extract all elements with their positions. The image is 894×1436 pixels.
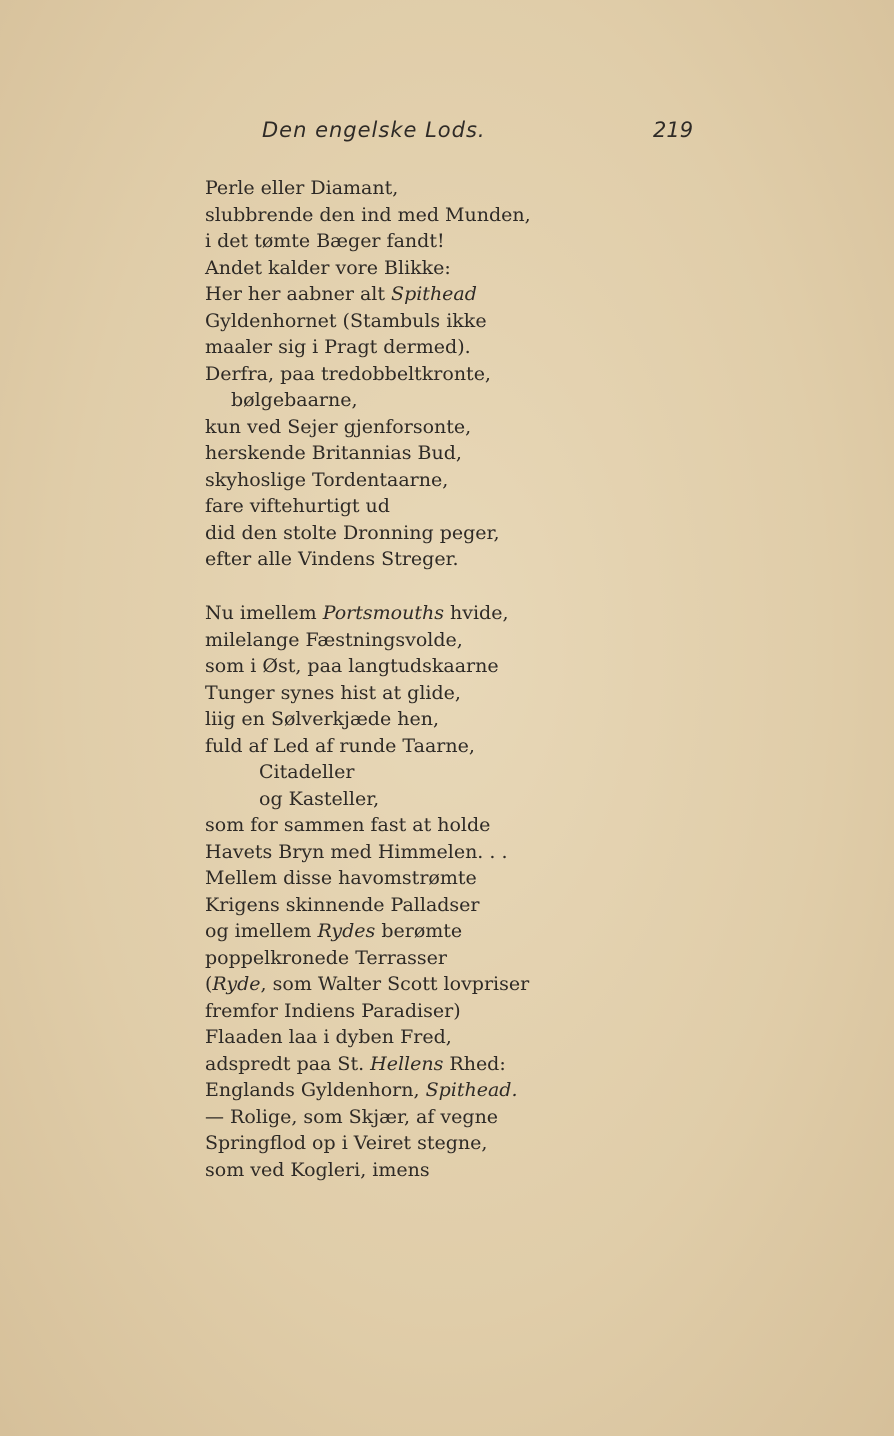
poem-line bbox=[205, 334, 531, 361]
poem-line bbox=[205, 1157, 529, 1184]
poem-line bbox=[205, 175, 531, 202]
poem-line-text: — Rolige, som Skjær, af vegne bbox=[205, 1105, 499, 1128]
poem-line-text: fare viftehurtigt ud bbox=[205, 495, 390, 517]
poem-line-text: Mellem disse havomstrømte bbox=[205, 867, 477, 889]
poem-line-text: herskende Britannias Bud, bbox=[205, 442, 462, 464]
poem-line bbox=[205, 1024, 529, 1051]
poem-line bbox=[205, 414, 531, 441]
poem-line bbox=[205, 839, 529, 866]
poem-line-text: Rhed: bbox=[443, 1052, 506, 1075]
poem-line-italic: Portsmouths bbox=[322, 602, 444, 624]
poem-line-text: efter alle Vindens Streger. bbox=[205, 548, 459, 570]
poem-line bbox=[205, 228, 531, 255]
poem-line-italic: Ryde bbox=[212, 973, 261, 995]
poem-line-italic: Spithead bbox=[391, 283, 477, 305]
poem-line-text: poppelkronede Terrasser bbox=[205, 946, 447, 969]
poem-line bbox=[205, 387, 531, 414]
poem-line bbox=[205, 281, 531, 308]
poem-line-text: Gyldenhornet (Stambuls ikke bbox=[205, 309, 487, 332]
page-number: 219 bbox=[653, 118, 694, 142]
poem-line-text: og Kasteller, bbox=[259, 787, 380, 810]
poem-line bbox=[205, 1104, 529, 1131]
poem-line bbox=[205, 440, 531, 467]
poem-line bbox=[205, 892, 529, 919]
poem-line-text: adspredt paa St. bbox=[205, 1052, 371, 1075]
poem-line-text: slubbrende den ind med Munden, bbox=[205, 203, 531, 226]
poem-line bbox=[205, 945, 529, 972]
poem-line bbox=[205, 1051, 529, 1078]
poem-line-text: fremfor Indiens Paradiser) bbox=[205, 999, 461, 1022]
poem-line-text: Krigens skinnende Palladser bbox=[205, 893, 480, 916]
poem-line bbox=[205, 759, 529, 786]
poem-line bbox=[205, 680, 529, 707]
poem-line bbox=[205, 1130, 529, 1157]
poem-line bbox=[205, 361, 531, 388]
poem-line-text: Citadeller bbox=[259, 761, 355, 783]
poem-line-text: som ved Kogleri, imens bbox=[205, 1158, 430, 1181]
poem-line-text: ( bbox=[205, 973, 213, 995]
poem-line-text: Springflod op i Veiret stegne, bbox=[205, 1132, 488, 1154]
poem-line bbox=[205, 653, 529, 680]
poem-line-text: maaler sig i Pragt dermed). bbox=[205, 336, 471, 358]
poem-line bbox=[205, 627, 529, 654]
poem-line-text: skyhoslige Tordentaarne, bbox=[205, 468, 449, 491]
poem-line-text: Havets Bryn med Himmelen. . . bbox=[205, 840, 508, 863]
poem-line-text: Tunger synes hist at glide, bbox=[205, 681, 461, 704]
poem-line-text: did den stolte Dronning peger, bbox=[205, 521, 500, 544]
stanza-1 bbox=[205, 175, 531, 573]
poem-line bbox=[205, 600, 529, 627]
poem-line bbox=[205, 733, 529, 760]
running-title: Den engelske Lods. bbox=[262, 118, 486, 142]
poem-line-text: Englands Gyldenhorn, bbox=[205, 1079, 426, 1101]
poem-line bbox=[205, 467, 531, 494]
poem-line bbox=[205, 918, 529, 945]
poem-line-text: Derfra, paa tredobbeltkronte, bbox=[205, 362, 491, 385]
poem-line bbox=[205, 546, 531, 573]
poem-line-text: som i Øst, paa langtudskaarne bbox=[205, 655, 499, 677]
poem-line bbox=[205, 520, 531, 547]
poem-line-text: som for sammen fast at holde bbox=[205, 814, 491, 836]
poem-line bbox=[205, 308, 531, 335]
poem-line-text: og imellem bbox=[205, 920, 318, 942]
poem-line-text: Andet kalder vore Blikke: bbox=[205, 256, 451, 279]
poem-line-text: milelange Fæstningsvolde, bbox=[205, 628, 463, 651]
poem-line bbox=[205, 812, 529, 839]
poem-line-italic: Spithead. bbox=[425, 1079, 518, 1101]
poem-line-text: bølgebaarne, bbox=[231, 389, 358, 411]
poem-line bbox=[205, 255, 531, 282]
poem-line bbox=[205, 786, 529, 813]
poem-line bbox=[205, 493, 531, 520]
poem-line-italic: Rydes bbox=[317, 920, 376, 942]
poem-line bbox=[205, 998, 529, 1025]
poem-line bbox=[205, 1077, 529, 1104]
poem-line-italic: Hellens bbox=[370, 1052, 444, 1075]
poem-line bbox=[205, 706, 529, 733]
poem-line-text: fuld af Led af runde Taarne, bbox=[205, 734, 475, 757]
poem-line bbox=[205, 202, 531, 229]
poem-line-text: Perle eller Diamant, bbox=[205, 177, 399, 199]
poem-line-text: i det tømte Bæger fandt! bbox=[205, 230, 445, 252]
poem-line-text: kun ved Sejer gjenforsonte, bbox=[205, 415, 472, 438]
poem-line-text: , som Walter Scott lovpriser bbox=[260, 973, 530, 995]
poem-line bbox=[205, 865, 529, 892]
poem-line-text: Nu imellem bbox=[205, 602, 323, 624]
stanza-2 bbox=[205, 600, 529, 1183]
poem-line-text: liig en Sølverkjæde hen, bbox=[205, 708, 440, 730]
poem-line-text: berømte bbox=[375, 920, 463, 942]
poem-line bbox=[205, 971, 529, 998]
poem-line-text: hvide, bbox=[443, 602, 509, 624]
poem-line-text: Flaaden laa i dyben Fred, bbox=[205, 1026, 452, 1048]
poem-line-text: Her her aabner alt bbox=[205, 283, 392, 305]
